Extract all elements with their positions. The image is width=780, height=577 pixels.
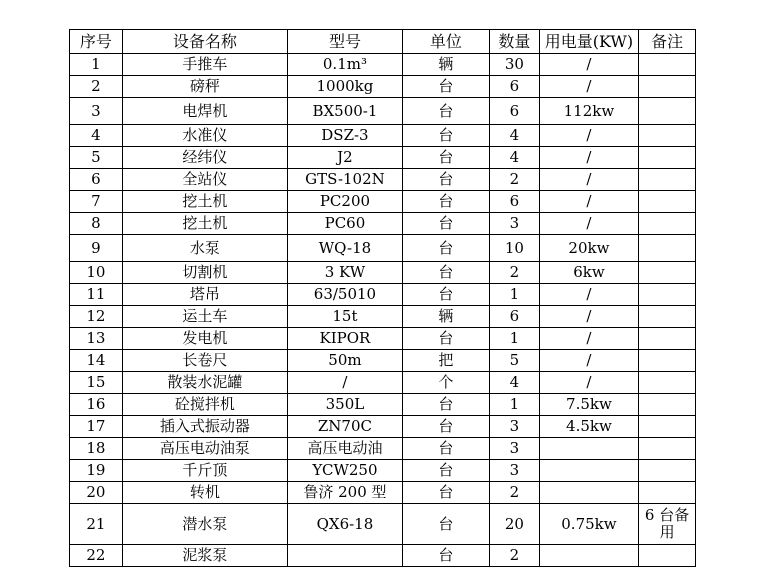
- cell-power: [539, 545, 638, 567]
- cell-power: [539, 460, 638, 482]
- cell-name: 经纬仪: [122, 147, 287, 169]
- cell-model: KIPOR: [288, 328, 403, 350]
- cell-unit: 台: [402, 504, 489, 545]
- cell-name: 塔吊: [122, 284, 287, 306]
- cell-remarks: [639, 125, 696, 147]
- cell-remarks: 6 台备用: [639, 504, 696, 545]
- table-row: [70, 169, 696, 191]
- cell-unit: 台: [402, 76, 489, 98]
- equipment-table: [69, 29, 696, 567]
- cell-name: 高压电动油泵: [122, 438, 287, 460]
- table-row: [70, 213, 696, 235]
- cell-power: 20kw: [539, 235, 638, 262]
- cell-index: 11: [70, 284, 123, 306]
- cell-quantity: 20: [490, 504, 540, 545]
- cell-power: 0.75kw: [539, 504, 638, 545]
- cell-quantity: 6: [490, 191, 540, 213]
- cell-name: 转机: [122, 482, 287, 504]
- table-row: [70, 460, 696, 482]
- cell-quantity: 30: [490, 54, 540, 76]
- cell-unit: 台: [402, 147, 489, 169]
- cell-power: 6kw: [539, 262, 638, 284]
- cell-model: GTS-102N: [288, 169, 403, 191]
- cell-unit: 辆: [402, 54, 489, 76]
- cell-model: 15t: [288, 306, 403, 328]
- header-cell-quantity: 数量: [490, 30, 540, 54]
- cell-remarks: [639, 460, 696, 482]
- cell-unit: 台: [402, 213, 489, 235]
- header-row: [70, 30, 696, 54]
- cell-index: 10: [70, 262, 123, 284]
- header-cell-name: 设备名称: [122, 30, 287, 54]
- cell-quantity: 4: [490, 372, 540, 394]
- cell-unit: 把: [402, 350, 489, 372]
- cell-name: 水泵: [122, 235, 287, 262]
- cell-model: 350L: [288, 394, 403, 416]
- cell-index: 5: [70, 147, 123, 169]
- cell-power: 7.5kw: [539, 394, 638, 416]
- cell-unit: 台: [402, 284, 489, 306]
- cell-power: /: [539, 191, 638, 213]
- cell-model: J2: [288, 147, 403, 169]
- cell-name: 磅秤: [122, 76, 287, 98]
- table-row: [70, 482, 696, 504]
- cell-quantity: 3: [490, 438, 540, 460]
- cell-quantity: 10: [490, 235, 540, 262]
- table-row: [70, 372, 696, 394]
- cell-index: 22: [70, 545, 123, 567]
- table-row: [70, 191, 696, 213]
- cell-index: 9: [70, 235, 123, 262]
- cell-model: PC200: [288, 191, 403, 213]
- cell-name: 插入式振动器: [122, 416, 287, 438]
- cell-remarks: [639, 98, 696, 125]
- cell-remarks: [639, 54, 696, 76]
- cell-model: 鲁济 200 型: [288, 482, 403, 504]
- cell-unit: 台: [402, 125, 489, 147]
- cell-index: 1: [70, 54, 123, 76]
- cell-name: 发电机: [122, 328, 287, 350]
- cell-name: 散装水泥罐: [122, 372, 287, 394]
- cell-power: /: [539, 213, 638, 235]
- cell-quantity: 6: [490, 98, 540, 125]
- cell-remarks: [639, 350, 696, 372]
- cell-quantity: 5: [490, 350, 540, 372]
- table-row: [70, 438, 696, 460]
- cell-power: /: [539, 54, 638, 76]
- cell-unit: 台: [402, 98, 489, 125]
- cell-index: 19: [70, 460, 123, 482]
- cell-name: 长卷尺: [122, 350, 287, 372]
- table-row: [70, 350, 696, 372]
- cell-unit: 台: [402, 191, 489, 213]
- cell-power: /: [539, 372, 638, 394]
- cell-quantity: 3: [490, 460, 540, 482]
- cell-model: 0.1m³: [288, 54, 403, 76]
- cell-name: 泥浆泵: [122, 545, 287, 567]
- cell-power: 4.5kw: [539, 416, 638, 438]
- header-cell-power: 用电量(KW): [539, 30, 638, 54]
- cell-model: BX500-1: [288, 98, 403, 125]
- table-row: [70, 235, 696, 262]
- cell-power: /: [539, 169, 638, 191]
- cell-unit: 台: [402, 438, 489, 460]
- table-row: [70, 416, 696, 438]
- cell-power: [539, 438, 638, 460]
- cell-unit: 台: [402, 460, 489, 482]
- cell-remarks: [639, 262, 696, 284]
- cell-unit: 台: [402, 416, 489, 438]
- cell-model: DSZ-3: [288, 125, 403, 147]
- cell-index: 13: [70, 328, 123, 350]
- table-row: [70, 545, 696, 567]
- cell-remarks: [639, 76, 696, 98]
- cell-quantity: 2: [490, 545, 540, 567]
- cell-unit: 台: [402, 545, 489, 567]
- cell-remarks: [639, 394, 696, 416]
- cell-remarks: [639, 416, 696, 438]
- cell-index: 16: [70, 394, 123, 416]
- cell-index: 12: [70, 306, 123, 328]
- cell-remarks: [639, 328, 696, 350]
- cell-model: 63/5010: [288, 284, 403, 306]
- cell-remarks: [639, 213, 696, 235]
- cell-model: /: [288, 372, 403, 394]
- table-row: [70, 504, 696, 545]
- cell-quantity: 1: [490, 394, 540, 416]
- cell-index: 15: [70, 372, 123, 394]
- cell-quantity: 3: [490, 213, 540, 235]
- cell-name: 电焊机: [122, 98, 287, 125]
- cell-remarks: [639, 306, 696, 328]
- cell-model: YCW250: [288, 460, 403, 482]
- cell-index: 20: [70, 482, 123, 504]
- cell-name: 挖土机: [122, 213, 287, 235]
- cell-name: 切割机: [122, 262, 287, 284]
- cell-power: /: [539, 76, 638, 98]
- cell-power: /: [539, 284, 638, 306]
- cell-name: 手推车: [122, 54, 287, 76]
- cell-quantity: 2: [490, 262, 540, 284]
- cell-unit: 台: [402, 262, 489, 284]
- header-cell-index: 序号: [70, 30, 123, 54]
- cell-name: 运土车: [122, 306, 287, 328]
- cell-remarks: [639, 482, 696, 504]
- cell-unit: 台: [402, 328, 489, 350]
- cell-model: [288, 545, 403, 567]
- cell-quantity: 4: [490, 147, 540, 169]
- cell-remarks: [639, 191, 696, 213]
- cell-remarks: [639, 147, 696, 169]
- table-row: [70, 262, 696, 284]
- cell-model: WQ-18: [288, 235, 403, 262]
- cell-unit: 台: [402, 235, 489, 262]
- cell-quantity: 3: [490, 416, 540, 438]
- cell-index: 17: [70, 416, 123, 438]
- cell-power: /: [539, 328, 638, 350]
- cell-index: 4: [70, 125, 123, 147]
- cell-remarks: [639, 545, 696, 567]
- cell-unit: 台: [402, 482, 489, 504]
- cell-quantity: 1: [490, 328, 540, 350]
- cell-model: 1000kg: [288, 76, 403, 98]
- cell-unit: 辆: [402, 306, 489, 328]
- table-row: [70, 284, 696, 306]
- cell-model: ZN70C: [288, 416, 403, 438]
- cell-quantity: 6: [490, 306, 540, 328]
- cell-model: 高压电动油: [288, 438, 403, 460]
- cell-name: 挖土机: [122, 191, 287, 213]
- cell-unit: 台: [402, 394, 489, 416]
- cell-index: 7: [70, 191, 123, 213]
- cell-name: 砼搅拌机: [122, 394, 287, 416]
- cell-quantity: 2: [490, 169, 540, 191]
- cell-remarks: [639, 284, 696, 306]
- header-cell-remarks: 备注: [639, 30, 696, 54]
- cell-quantity: 6: [490, 76, 540, 98]
- cell-unit: 台: [402, 169, 489, 191]
- cell-unit: 个: [402, 372, 489, 394]
- header-cell-model: 型号: [288, 30, 403, 54]
- table-row: [70, 98, 696, 125]
- cell-index: 14: [70, 350, 123, 372]
- cell-index: 18: [70, 438, 123, 460]
- cell-name: 千斤顶: [122, 460, 287, 482]
- cell-model: 50m: [288, 350, 403, 372]
- cell-model: QX6-18: [288, 504, 403, 545]
- header-cell-unit: 单位: [402, 30, 489, 54]
- cell-index: 8: [70, 213, 123, 235]
- cell-power: /: [539, 350, 638, 372]
- table-row: [70, 76, 696, 98]
- cell-index: 6: [70, 169, 123, 191]
- cell-name: 水准仪: [122, 125, 287, 147]
- cell-power: [539, 482, 638, 504]
- cell-quantity: 4: [490, 125, 540, 147]
- cell-remarks: [639, 169, 696, 191]
- cell-power: /: [539, 306, 638, 328]
- cell-index: 3: [70, 98, 123, 125]
- table-row: [70, 147, 696, 169]
- cell-quantity: 1: [490, 284, 540, 306]
- cell-index: 21: [70, 504, 123, 545]
- cell-remarks: [639, 372, 696, 394]
- cell-power: /: [539, 125, 638, 147]
- table-row: [70, 328, 696, 350]
- table-row: [70, 306, 696, 328]
- table-row: [70, 125, 696, 147]
- cell-model: PC60: [288, 213, 403, 235]
- cell-name: 潜水泵: [122, 504, 287, 545]
- table-body: [70, 54, 696, 567]
- cell-name: 全站仪: [122, 169, 287, 191]
- cell-model: 3 KW: [288, 262, 403, 284]
- cell-power: /: [539, 147, 638, 169]
- cell-power: 112kw: [539, 98, 638, 125]
- cell-remarks: [639, 235, 696, 262]
- cell-quantity: 2: [490, 482, 540, 504]
- table-row: [70, 54, 696, 76]
- table-row: [70, 394, 696, 416]
- cell-remarks: [639, 438, 696, 460]
- cell-index: 2: [70, 76, 123, 98]
